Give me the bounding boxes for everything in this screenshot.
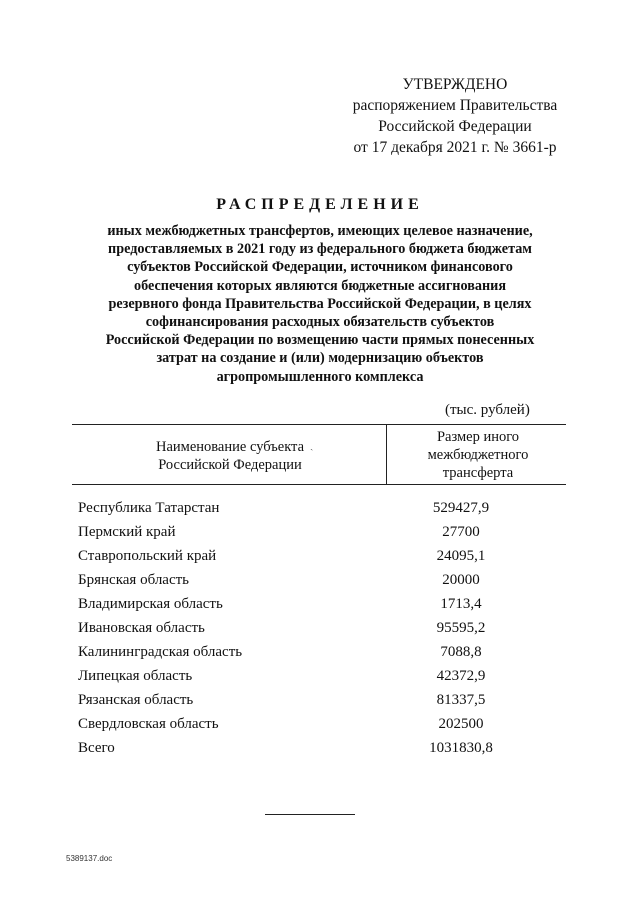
table-row-total (78, 736, 538, 760)
subtitle-line: резервного фонда Правительства Российской Федерации, в целях (108, 295, 532, 312)
amount-value: 42372,9 (436, 668, 486, 684)
total-label: Всего (78, 740, 115, 756)
column-header-region-line: Российской Федерации (158, 457, 302, 473)
table-row (78, 616, 538, 640)
region-name: Ставропольский край (78, 548, 217, 564)
table-top-rule (72, 424, 566, 425)
subtitle-line: затрат на создание и (или) модернизацию объектов (156, 350, 484, 367)
approval-line-decree: распоряжением Правительства (352, 97, 558, 114)
table-row (78, 544, 538, 568)
table-body (78, 496, 538, 760)
column-header-region-line: Наименование субъекта (155, 439, 305, 455)
approval-line-authority: Российской Федерации (378, 118, 532, 135)
amount-value: 20000 (442, 572, 480, 588)
subtitle-line: Российской Федерации по возмещению части прямых понесенных (105, 332, 535, 349)
amount-value: 202500 (438, 716, 484, 732)
table-row (78, 712, 538, 736)
column-header-amount (390, 428, 566, 482)
amount-value: 81337,5 (436, 692, 486, 708)
approval-block (340, 74, 570, 158)
amount-value: 7088,8 (440, 644, 482, 660)
subtitle-line: агропромышленного комплекса (216, 368, 424, 385)
document-file-number: 5389137.doc (66, 854, 113, 863)
closing-rule (265, 814, 355, 815)
table-row (78, 496, 538, 520)
region-name: Рязанская область (78, 692, 194, 708)
region-name: Пермский край (78, 524, 176, 540)
table-header-bottom-rule (72, 484, 566, 485)
document-title: РАСПРЕДЕЛЕНИЕ (216, 196, 424, 213)
document-subtitle (70, 222, 570, 386)
amount-value: 24095,1 (436, 548, 486, 564)
column-header-amount-line: Размер иного (436, 429, 520, 445)
subtitle-line: софинансирования расходных обязательств субъектов (145, 314, 495, 331)
subtitle-line: предоставляемых в 2021 году из федерального бюджета бюджетам (108, 241, 532, 258)
column-header-region (140, 438, 320, 474)
table-row (78, 664, 538, 688)
column-header-amount-line: межбюджетного (427, 447, 529, 463)
unit-label: (тыс. рублей) (445, 402, 530, 418)
region-name: Владимирская область (78, 596, 223, 612)
scan-mark: ˏ (310, 440, 314, 451)
table-column-divider (386, 425, 387, 484)
column-header-amount-line: трансферта (442, 465, 514, 481)
subtitle-line: иных межбюджетных трансфертов, имеющих целевое назначение, (107, 223, 533, 239)
subtitle-line: обеспечения которых являются бюджетные ассигнования (134, 277, 506, 294)
table-row (78, 688, 538, 712)
table-row (78, 568, 538, 592)
region-name: Республика Татарстан (78, 500, 220, 516)
amount-value: 1713,4 (440, 596, 482, 612)
table-row (78, 592, 538, 616)
table-row (78, 640, 538, 664)
approval-heading: УТВЕРЖДЕНО (402, 76, 508, 93)
approval-line-date: от 17 декабря 2021 г. № 3661-р (353, 139, 557, 156)
subtitle-line: субъектов Российской Федерации, источником финансового (127, 259, 513, 276)
region-name: Брянская область (78, 572, 190, 588)
amount-value: 95595,2 (436, 620, 486, 636)
amount-value: 529427,9 (432, 500, 490, 516)
amount-value: 27700 (442, 524, 480, 540)
region-name: Калининградская область (78, 644, 243, 660)
table-row (78, 520, 538, 544)
region-name: Свердловская область (78, 716, 219, 732)
region-name: Липецкая область (78, 668, 193, 684)
total-value: 1031830,8 (429, 740, 493, 756)
region-name: Ивановская область (78, 620, 205, 636)
